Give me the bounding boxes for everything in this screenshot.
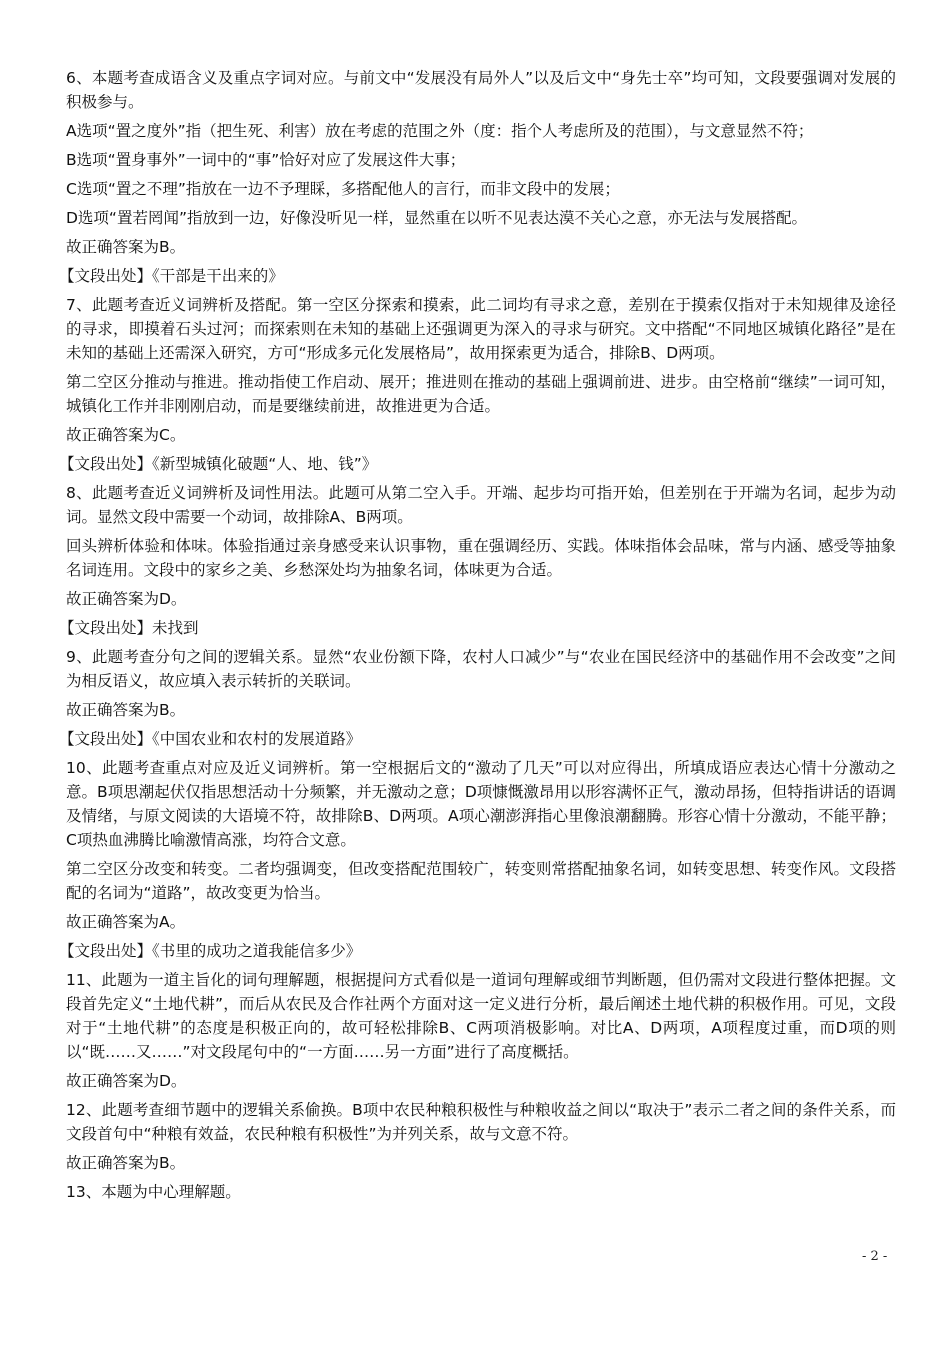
paragraph-q9-analysis: 9、此题考查分句之间的逻辑关系。显然“农业份额下降，农村人口减少”与“农业在国民经济中的基础作用不会改变”之间为相反语义，故应填入表示转折的关联词。: [66, 648, 896, 690]
paragraph-q12-analysis: 12、此题考查细节题中的逻辑关系偷换。B项中农民种粮积极性与种粮收益之间以“取决于”表示二者之间的条件关系，而文段首句中“种粮有效益，农民种粮有积极性”为并列关系，故与文意不符。: [66, 1101, 896, 1143]
paragraph-q12-answer: 故正确答案为B。: [66, 1154, 186, 1172]
paragraph-q8-answer: 故正确答案为D。: [66, 590, 187, 608]
paragraph-q6-analysis: 6、本题考查成语含义及重点字词对应。与前文中“发展没有局外人”以及后文中“身先士卒”均可知，文段要强调对发展的积极参与。: [66, 69, 896, 111]
document-body: [59, 66, 896, 1209]
paragraph-q6-option-a: A选项“置之度外”指（把生死、利害）放在考虑的范围之外（度：指个人考虑所及的范围），与文意显然不符；: [66, 122, 814, 140]
paragraph-q7-second-blank: 第二空区分推动与推进。推动指使工作启动、展开；推进则在推动的基础上强调前进、进步。由空格前“继续”一词可知，城镇化工作并非刚刚启动，而是要继续前进，故推进更为合适。: [66, 373, 896, 415]
paragraph-q11-answer: 故正确答案为D。: [66, 1072, 187, 1090]
paragraph-q6-option-d: D选项“置若罔闻”指放到一边，好像没听见一样，显然重在以听不见表达漠不关心之意，亦无法与发展搭配。: [66, 209, 807, 227]
paragraph-q13-analysis: 13、本题为中心理解题。: [66, 1183, 241, 1201]
paragraph-q8-second-part: 回头辨析体验和体味。体验指通过亲身感受来认识事物，重在强调经历、实践。体味指体会品味，常与内涵、感受等抽象名词连用。文段中的家乡之美、乡愁深处均为抽象名词，体味更为合适。: [66, 537, 896, 579]
paragraph-q10-analysis: 10、此题考查重点对应及近义词辨析。第一空根据后文的“激动了几天”可以对应得出，所填成语应表达心情十分激动之意。B项思潮起伏仅指思想活动十分频繁，并无激动之意；D项慷慨激昂用以形容满怀正气，激动昂扬，但特指讲话的语调及情绪，与原文阅读的大语境不符，故排除B、D两项。A项心潮澎湃指心里像浪潮翻腾。形容心情十分激动，不能平静；C项热血沸腾比喻激情高涨，均符合文意。: [66, 759, 896, 849]
paragraph-q9-answer: 故正确答案为B。: [66, 701, 186, 719]
paragraph-q6-option-b: B选项“置身事外”一词中的“事”恰好对应了发展这件大事；: [66, 151, 466, 169]
paragraph-q7-analysis: 7、此题考查近义词辨析及搭配。第一空区分探索和摸索，此二词均有寻求之意，差别在于摸索仅指对于未知规律及途径的寻求，即摸着石头过河；而探索则在未知的基础上还强调更为深入的寻求与研究。文中搭配“不同地区城镇化路径”是在未知的基础上还需深入研究，方可“形成多元化发展格局”，故用探索更为适合，排除B、D两项。: [66, 296, 896, 362]
paragraph-q10-source: 【文段出处】《书里的成功之道我能信多少》: [59, 942, 362, 960]
paragraph-q11-analysis: 11、此题为一道主旨化的词句理解题，根据提问方式看似是一道词句理解或细节判断题，但仍需对文段进行整体把握。文段首先定义“土地代耕”，而后从农民及合作社两个方面对这一定义进行分析，最后阐述土地代耕的积极作用。可见，文段对于“土地代耕”的态度是积极正向的，故可轻松排除B、C两项消极影响。对比A、D两项，A项程度过重，而D项的则以“既……又……”对文段尾句中的“一方面……另一方面”进行了高度概括。: [66, 971, 896, 1061]
paragraph-q8-analysis: 8、此题考查近义词辨析及词性用法。此题可从第二空入手。开端、起步均可指开始，但差别在于开端为名词，起步为动词。显然文段中需要一个动词，故排除A、B两项。: [66, 484, 896, 526]
paragraph-q8-source: 【文段出处】未找到: [59, 619, 199, 637]
paragraph-q9-source: 【文段出处】《中国农业和农村的发展道路》: [59, 730, 362, 748]
paragraph-q6-source: 【文段出处】《干部是干出来的》: [59, 267, 284, 285]
paragraph-q10-answer: 故正确答案为A。: [66, 913, 186, 931]
paragraph-q10-second-blank: 第二空区分改变和转变。二者均强调变，但改变搭配范围较广，转变则常搭配抽象名词，如转变思想、转变作风。文段搭配的名词为“道路”，故改变更为恰当。: [66, 860, 896, 902]
page-number: - 2 -: [862, 1249, 888, 1264]
paragraph-q6-option-c: C选项“置之不理”指放在一边不予理睬，多搭配他人的言行，而非文段中的发展；: [66, 180, 620, 198]
paragraph-q7-answer: 故正确答案为C。: [66, 426, 186, 444]
paragraph-q7-source: 【文段出处】《新型城镇化破题“人、地、钱”》: [59, 455, 378, 473]
paragraph-q6-answer: 故正确答案为B。: [66, 238, 186, 256]
